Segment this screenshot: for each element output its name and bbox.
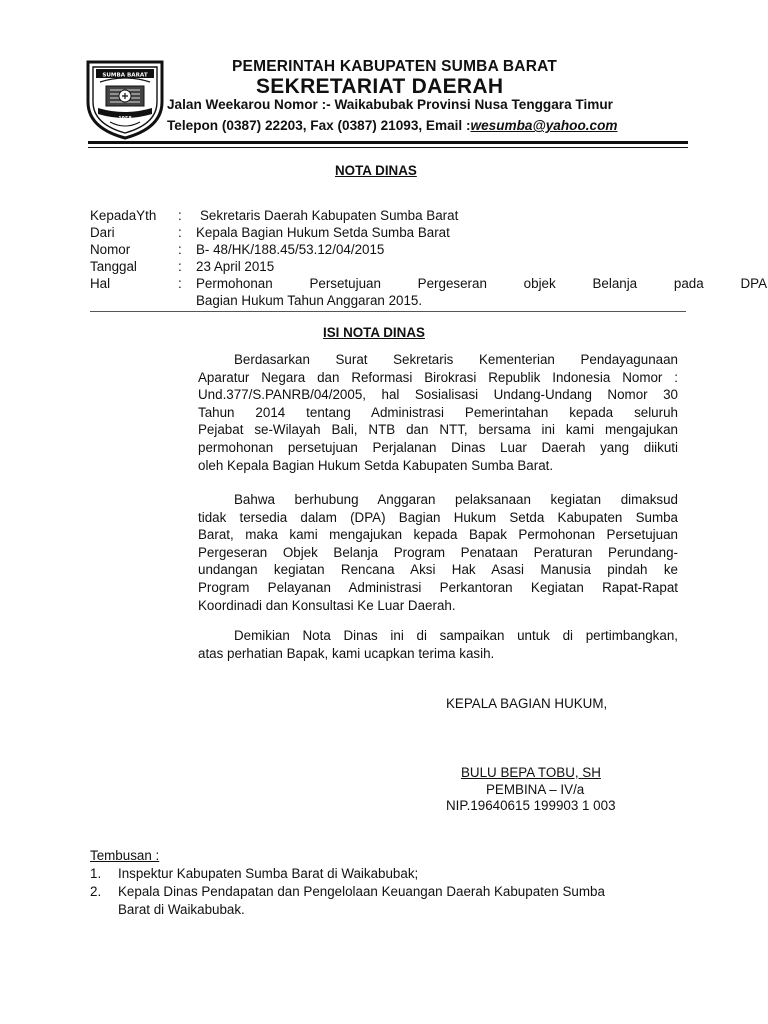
- paragraph-line: Program Pelayanan Administrasi Perkantoran Kegiatan Rapat-Rapat: [198, 579, 678, 595]
- regency-emblem-icon: [82, 56, 168, 142]
- copies-item-text: Kepala Dinas Pendapatan dan Pengelolaan Keuangan Daerah Kabupaten Sumba: [118, 884, 605, 899]
- paragraph-line: permohonan persetujuan Perjalanan Dinas Luar Daerah yang diikuti: [198, 439, 678, 455]
- paragraph-line: Demikian Nota Dinas ini di sampaikan untuk di pertimbangkan,: [234, 628, 678, 643]
- field-value: Sekretaris Daerah Kabupaten Sumba Barat: [200, 208, 459, 223]
- field-separator: :: [178, 276, 182, 291]
- field-value: 23 April 2015: [196, 259, 275, 274]
- body-paragraph-1: [198, 351, 678, 474]
- field-label: Nomor: [90, 242, 131, 257]
- paragraph-line: tidak tersedia dalam (DPA) Bagian Hukum Setda Kabupaten Sumba: [198, 509, 678, 525]
- copies-item-text-continued: Barat di Waikabubak.: [118, 902, 245, 917]
- letterhead-address: Jalan Weekarou Nomor :- Waikabubak Provinsi Nusa Tenggara Timur: [167, 97, 613, 112]
- memo-subtitle: ISI NOTA DINAS: [323, 325, 425, 340]
- field-separator: :: [178, 242, 182, 257]
- header-divider: [90, 311, 686, 312]
- field-separator: :: [178, 259, 182, 274]
- paragraph-line: Tahun 2014 tentang Administrasi Pemerintahan kepada seluruh: [198, 404, 678, 420]
- copies-item-number: 1.: [90, 866, 102, 881]
- signatory-rank: PEMBINA – IV/a: [486, 782, 585, 797]
- emblem-text: SUMBA BARAT: [102, 72, 148, 79]
- paragraph-line: Pergeseran Objek Belanja Program Penataan Peraturan Perundang-: [198, 544, 678, 560]
- memo-title: NOTA DINAS: [335, 163, 417, 178]
- paragraph-line: Barat, maka kami mengajukan kepada Bapak Permohonan Persetujuan: [198, 527, 678, 543]
- copies-title: Tembusan :: [90, 848, 160, 863]
- signatory-name: BULU BEPA TOBU, SH: [461, 765, 601, 780]
- field-separator: :: [178, 208, 182, 223]
- field-value: B- 48/HK/188.45/53.12/04/2015: [196, 242, 385, 257]
- field-label: Tanggal: [90, 259, 137, 274]
- copies-item: [90, 865, 605, 883]
- field-value: Permohonan Persetujuan Pergeseran objek Belanja pada DPA: [196, 276, 767, 291]
- letterhead-rule-thin: [88, 147, 688, 148]
- letterhead-phone-fax: Telepon (0387) 22203, Fax (0387) 21093, Email :: [167, 118, 471, 133]
- letterhead-email: wesumba@yahoo.com: [470, 118, 618, 133]
- field-label: Dari: [90, 225, 115, 240]
- copies-item: [90, 883, 605, 919]
- field-label: KepadaYth: [90, 208, 157, 223]
- paragraph-line: Bahwa berhubung Anggaran pelaksanaan kegiatan dimaksud: [234, 492, 678, 507]
- paragraph-line: Pejabat se-Wilayah Bali, NTB dan NTT, bersama ini kami mengajukan: [198, 422, 678, 438]
- letterhead-contact: [167, 118, 617, 133]
- signatory-position: KEPALA BAGIAN HUKUM,: [446, 696, 608, 711]
- paragraph-line: Berdasarkan Surat Sekretaris Kementerian Pendayagunaan: [234, 352, 678, 367]
- paragraph-line: Und.377/S.PANRB/04/2005, hal Sosialisasi Undang-Undang Nomor 30: [198, 387, 678, 403]
- copies-item-text: Inspektur Kabupaten Sumba Barat di Waikabubak;: [118, 866, 419, 881]
- paragraph-line: oleh Kepala Bagian Hukum Setda Kabupaten Sumba Barat.: [198, 457, 554, 473]
- letterhead-rule-thick: [88, 141, 688, 144]
- copies-section: [90, 847, 605, 919]
- field-separator: :: [178, 225, 182, 240]
- field-label: Hal: [90, 276, 111, 291]
- paragraph-line: Koordinadi dan Konsultasi Ke Luar Daerah.: [198, 597, 456, 613]
- field-value: Kepala Bagian Hukum Setda Sumba Barat: [196, 225, 450, 240]
- field-value-continued: Bagian Hukum Tahun Anggaran 2015.: [196, 293, 423, 308]
- paragraph-line: undangan kegiatan Rencana Aksi Hak Asasi Manusia pindah ke: [198, 562, 678, 578]
- body-paragraph-2: [198, 491, 678, 614]
- copies-item-number: 2.: [90, 884, 102, 899]
- body-paragraph-3: [198, 627, 678, 662]
- emblem-year: 1958: [118, 117, 132, 122]
- paragraph-line: Aparatur Negara dan Reformasi Birokrasi Republik Indonesia Nomor :: [198, 369, 678, 385]
- letterhead-office: SEKRETARIAT DAERAH: [256, 75, 504, 98]
- signatory-nip: NIP.19640615 199903 1 003: [446, 798, 616, 813]
- paragraph-line: atas perhatian Bapak, kami ucapkan terima kasih.: [198, 645, 495, 661]
- letterhead-government: PEMERINTAH KABUPATEN SUMBA BARAT: [232, 58, 557, 75]
